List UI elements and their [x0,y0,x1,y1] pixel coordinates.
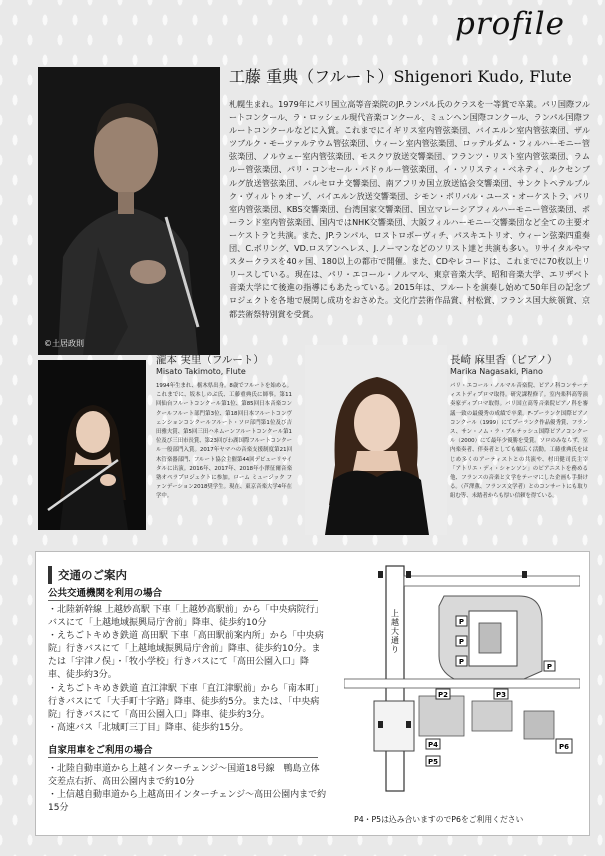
nagasaki-bio: パリ・エコール・ノルマル音楽院、ピアノ科コンサーティストディプロマ取得。研究課程修了。室内楽科高等演奏家ディプロマ取得。パリ国立高等音楽院ピアノ科を審議一致の最優秀の成績で卒業。F-プーランク国際ピアノコンクール（1999）にてプーランク作品優秀賞、フランス、サン・ノム・ラ・ブルテッシュ国際ピアノコンクール（2000）にて最年少優勝を受賞。ソロのみならず、室内楽奏者、伴奏者としても幅広く活動。工藤重典氏をはじめ多くのアーティストとの共演や、村田健司氏主宰「アトリエ・ディ・シャンソン」のピアニストを務める他、フランスの音楽と文学をテーマにした企画も手掛ける。（芦澤薫、フランス文学者）とのコンサートにも取り組む等、未踏者からも厚い信頼を得ている。 [450,383,588,500]
list-item: ・北陸自動車道から上越インターチェンジ～国道18号線 鴨島立体交差点右折、高田公園内まで約10分 [48,764,320,788]
photo-credit: ©土居政則 [44,339,84,348]
list-item: ・北陸新幹線 上越妙高駅 下車「上越妙高駅前」から「中央病院行」バスにて「上越地域振興局庁舎前」降車、徒歩約10分 [48,605,324,629]
pianist-portrait-nagasaki [305,345,447,535]
kudo-name: 工藤 重典（フルート）Shigenori Kudo, Flute [229,67,572,86]
car-heading: 自家用車をご利用の場合 [48,743,318,758]
access-title: 交通のご案内 [48,566,318,584]
list-item: ・えちごトキめき鉄道 高田駅 下車「高田駅前案内所」から「中央病院」行きバスにて「上越地域振興局庁舎前」降車、徒歩約10分。または「宇津ノ俣」・「牧小学校」行きバスにて「高田公園入口」降車、徒歩約3分。 [48,631,324,681]
nagasaki-photo [305,345,447,535]
flutist-portrait-takimoto [38,360,146,530]
kudo-photo [38,67,220,355]
parking-label: P6 [558,743,570,751]
parking-label: P2 [437,691,449,699]
road-label: 上越大通り [391,609,399,654]
kudo-bio: 札幌生まれ。1979年にパリ国立高等音楽院のJP.ランパル氏のクラスを一等賞で卒業。パリ国際フルートコンクール、ラ・ロッシェル現代音楽コンクール、ミュンヘン国際コンクール、ランパル国際フルートコンクールなどに入賞。これまでにイギリス室内管弦楽団、バイエルン室内管弦楽団、ザルツブルク・モーツァルテウム管弦楽団、ウィーン室内管弦楽団、ロッテルダム・フィルハーモニー管弦楽団、ノルウェー室内管弦楽団、モスクワ放送交響楽団、フランツ・リスト室内管弦楽団、ラムルー管弦楽団、パリ・コンセール・パドゥルー管弦楽団、イ・ソリスティ・ベネティ、ルクセンブルグ放送管弦楽団、バルセロナ交響楽団、南アフリカ国立放送協会交響楽団、サンクトペテルブルク・ヴィルトゥオーゾ、バイエルン放送交響楽団、シモン・ボリバル・ユース・オーケストラ、パリ室内管弦楽団、KBS交響楽団、台湾国家交響楽団、国立マレーシアフィルハーモニー管弦楽団、ポーランド室内管弦楽団、国内ではNHK交響楽団、大阪フィルハーモニー交響楽団など全ての主要オーケストラと共演。また、JP.ランパル、ロストロポーヴィチ、パスキエトリオ、ウィーン弦楽四重奏団、C.ボリング、VD.ロスアンヘレス、J.ノーマンなどのソリスト達と共演も多い。リサイタルやマスタークラスを40ヶ国、180以上の都市で開催。また、CDやレコードは、これまでに70枚以上リリースしている。現在は、パリ・エコール・ノルマル、東京音楽大学、昭和音楽大学、エリザベト音楽大学にて後進の指導にもあたっている。2015年は、フルートを演奏し始めて50年目の記念プロジェクトを各地で展開し成功をおさめた。文化庁芸術作品賞、村松賞、フランス国大統領賞、京都芸術祭特別賞を受賞。 [229,99,590,319]
public-transport-list [48,604,326,738]
parking-label: P5 [427,758,439,766]
page-title: profile [455,6,565,42]
venue-map [344,561,580,796]
takimoto-name-en: Misato Takimoto, Flute [156,367,246,376]
parking-label: P3 [495,691,507,699]
takimoto-photo [38,360,146,530]
list-item: ・高速バス「北城町三丁目」降車、徒歩約15分。 [48,722,249,733]
takimoto-name: 瀧本 実里（フルート） [156,354,264,366]
nagasaki-name-en: Marika Nagasaki, Piano [450,367,543,376]
map-note: P4・P5は込み合いますのでP6をご利用ください [354,815,524,824]
parking-label: P [458,658,465,666]
public-transport-heading: 公共交通機関を利用の場合 [48,586,318,601]
list-item: ・えちごトキめき鉄道 直江津駅 下車「直江津駅前」から「南本町」行きバスにて「大手町十字路」降車、徒歩約5分。または、「中央病院」行きバスにて「高田公園入口」降車、徒歩約3分。 [48,683,324,720]
car-list [48,763,328,823]
takimoto-bio: 1994年生まれ、栃木県出身。8歳でフルートを始める。これまでに、坂本しのぶ氏、工藤重典氏に師事。第11回仙台フルートコンクール第1位、第85回日本音楽コンクールフルート部門第3位、第18回日本フルートコンヴェンションコンクールフルート・ソロ部門第1位及び吉田雅夫賞、第5回三田ハネムーンフルートコンクール第1位及び三田市長賞、第23回びわ湖国際フルートコンクール一般部門入賞。2017年ヤマハの音楽支援制度第21回木管楽器部門、フルート協会主催第44回デビューリサイタルに出演。2016年、2017年、2018年小澤征爾音楽塾オペラプロジェクトに参加。ローム ミュージック ファンデーション2018奨学生。現在、東京音楽大学4年在学中。 [156,383,292,500]
parking-label: P4 [427,741,439,749]
parking-label: P [546,663,553,671]
nagasaki-name: 長崎 麻里香（ピアノ） [450,354,558,366]
list-item: ・上信越自動車道から上越高田インターチェンジ～高田公園内まで約15分 [48,790,327,814]
parking-label: P [458,618,465,626]
access-map [344,561,580,796]
flutist-portrait-kudo [38,67,220,355]
parking-label: P [458,638,465,646]
